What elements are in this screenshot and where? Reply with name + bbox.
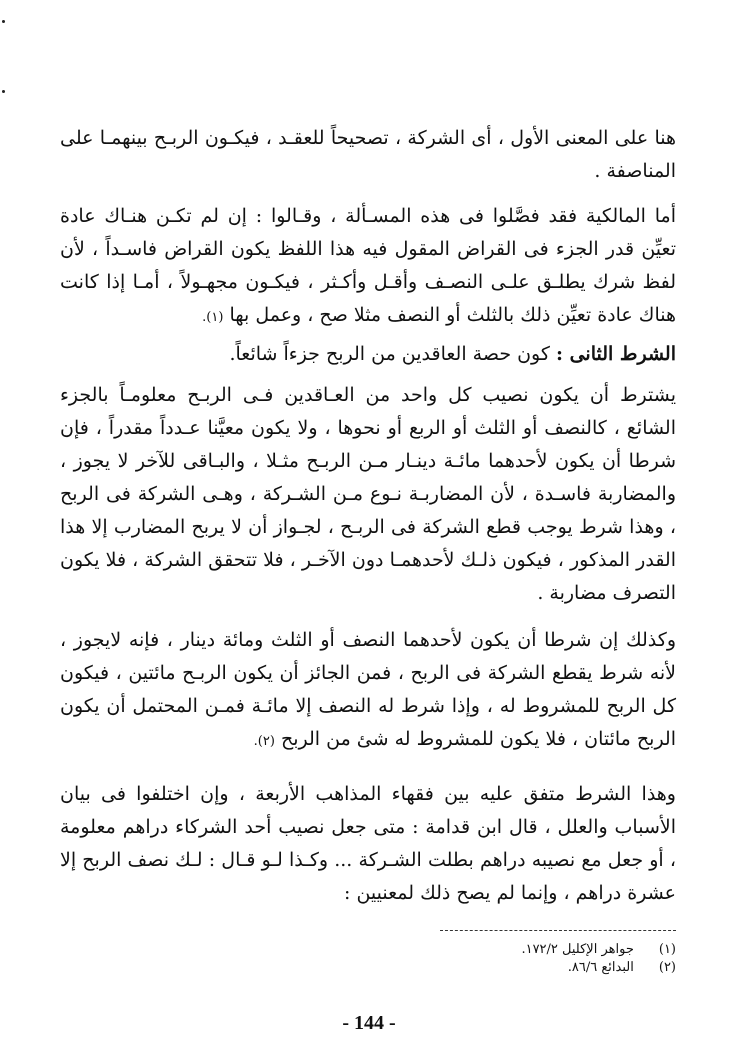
paragraph-2 <box>60 200 676 334</box>
section-heading-text: كون حصة العاقدين من الربح جزءاً شائعاً. <box>229 343 550 365</box>
paragraph-6 <box>60 778 676 910</box>
paragraph-2-text: أما المالكية فقد فصَّلوا فى هذه المسـألة ، وقـالوا : إن لم تكـن هنـاك عادة تعيِّن قدر الجزء فى القراض المقول فيه هذا اللفظ يكون القراض فاسـداً ، لأن لفظ شرك يطلـق علـى النصـف وأقـل وأكـثر ، فيكـون مجهـولاً ، أمـا إذا كانت هناك عادة تعيِّن ذلك بالثلث أو النصف مثلا صح ، وعمل بها <box>60 205 676 326</box>
footnote-separator <box>440 930 676 931</box>
footnote-ref-2: (٢). <box>253 734 275 749</box>
paragraph-4 <box>60 379 676 610</box>
paragraph-6-text: وهذا الشرط متفق عليه بين فقهاء المذاهب الأربعة ، وإن اختلفوا فى بيان الأسباب والعلل ، قال ابن قدامة : متى جعل نصيب أحد الشركاء دراهم معلومة ، أو جعل مع نصيبه دراهم بطلت الشـركة ... وكـذا لـو قـال : لـك نصف الربح إلا عشرة دراهم ، وإنما لم يصح ذلك لمعنيين : <box>60 783 676 904</box>
section-heading <box>60 338 676 371</box>
paragraph-1-text: هنا على المعنى الأول ، أى الشركة ، تصحيحاً للعقـد ، فيكـون الربـح بينهمـا على المناصفة . <box>60 127 676 182</box>
footnote-1-text: جواهر الإكليل ١٧٢/٢. <box>521 942 634 957</box>
footnote-2-text: البدائع ٨٦/٦. <box>567 960 634 975</box>
footnote-1-number: (١) <box>658 942 676 957</box>
page-number: - 144 - <box>342 1012 396 1034</box>
footnote-1 <box>60 941 676 959</box>
scan-edge-mark-bottom <box>2 90 5 93</box>
paragraph-4-text: يشترط أن يكون نصيب كل واحد من العـاقدين فـى الربـح معلومـاً بالجزء الشائع ، كالنصف أو الثلث أو الربع أو نحوها ، ولا يكون معيَّنا عـدداً مقدراً ، فإن شرطا أن يكون لأحدهما مائـة دينـار مـن الربـح مثـلا ، والبـاقى للآخر لا يجوز ، والمضاربة فاسـدة ، لأن المضاربـة نـوع مـن الشـركة ، وهـى الشركة فى الربح ، وهذا شرط يوجب قطع الشركة فى الربـح ، لجـواز أن لا يربح المضارب إلا هذا القدر المذكور ، فيكون ذلـك لأحدهمـا دون الآخـر ، فلا تتحقق الشركة ، فلا يكون التصرف مضاربة . <box>60 384 676 604</box>
paragraph-5-text: وكذلك إن شرطا أن يكون لأحدهما النصف أو الثلث ومائة دينار ، فإنه لايجوز ، لأنه شرط يقطع الشركة فى الربح ، فمن الجائز أن يكون الربـح مائتين ، فيكون كل الربح للمشروط له ، وإذا شرط له النصف إلا مائـة فمـن المحتمل أن يكون الربح مائتان ، فلا يكون للمشروط له شئ من الربح <box>60 629 676 750</box>
footnote-2 <box>60 959 676 977</box>
footnote-ref-1: (١). <box>202 310 224 325</box>
page-body <box>60 122 676 1042</box>
footnote-2-number: (٢) <box>658 960 676 975</box>
footnotes <box>60 941 676 977</box>
section-heading-term: الشرط الثانى : <box>555 343 676 365</box>
paragraph-1 <box>60 122 676 188</box>
scan-edge-mark-top <box>2 20 5 23</box>
paragraph-5 <box>60 624 676 758</box>
